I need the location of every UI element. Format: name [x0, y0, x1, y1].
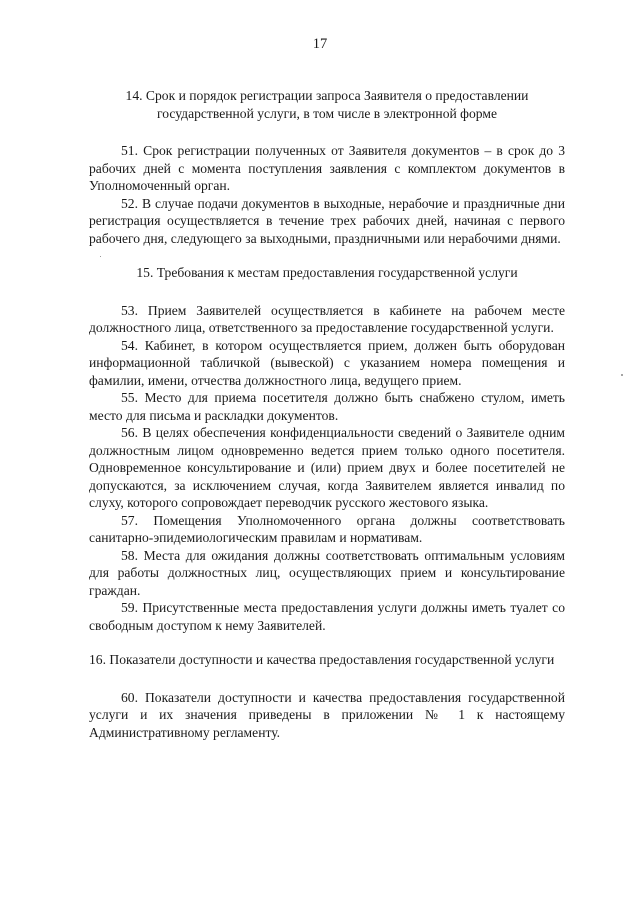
- paragraph-57: 57. Помещения Уполномоченного органа должны соответствовать санитарно-эпидемиологическим правилам и нормативам.: [89, 512, 565, 545]
- paragraph-53: 53. Прием Заявителей осуществляется в кабинете на рабочем месте должностного лица, ответственного за предоставление государственной услуги.: [89, 302, 565, 335]
- scan-speck: [100, 256, 101, 257]
- paragraph-51: 51. Срок регистрации полученных от Заявителя документов – в срок до 3 рабочих дней с момента поступления заявления с комплектом документов в Уполномоченный орган.: [89, 143, 565, 193]
- paragraph-52: 52. В случае подачи документов в выходные, нерабочие и праздничные дни регистрация осуществляется в течение трех рабочих дней, начиная с первого рабочего дня, следующего за выходными, праздничными или нерабочими днями.: [89, 195, 565, 246]
- section-heading-15: 15. Требования к местам предоставления государственной услуги: [136, 265, 518, 280]
- paragraph-60: 60. Показатели доступности и качества предоставления государственной услуги и их значения приведены в приложении № 1 к настоящему Административному регламенту.: [89, 689, 565, 740]
- paragraph-55: 55. Место для приема посетителя должно быть снабжено стулом, иметь место для письма и раскладки документов.: [89, 390, 565, 423]
- section-heading-16: 16. Показатели доступности и качества предоставления государственной услуги: [89, 652, 555, 667]
- paragraph-54: 54. Кабинет, в котором осуществляется прием, должен быть оборудован информационной табличкой (вывеской) с указанием номера помещения и фамилии, имени, отчества должностного лица, ведущего прием.: [89, 337, 565, 388]
- scan-speck: [621, 374, 623, 376]
- document-body: [89, 87, 565, 741]
- paragraph-59: 59. Присутственные места предоставления услуги должны иметь туалет со свободным доступом к нему Заявителей.: [89, 600, 565, 633]
- paragraph-56: 56. В целях обеспечения конфиденциальности сведений о Заявителе одним должностным лицом одновременно ведется прием только одного посетителя. Одновременное консультирование и (или) прием двух и более посетителей не допускаются, за исключением случая, когда Заявителем является инвалид по слуху, которого сопровождает переводчик русского жестового языка.: [89, 425, 565, 510]
- section-heading-14: 14. Срок и порядок регистрации запроса Заявителя о предоставлении государственной услуги, в том числе в электронной форме: [125, 88, 529, 121]
- page-number: 17: [312, 36, 328, 52]
- paragraph-58: 58. Места для ожидания должны соответствовать оптимальным условиям для работы должностных лиц, осуществляющих прием и консультирование граждан.: [89, 547, 565, 598]
